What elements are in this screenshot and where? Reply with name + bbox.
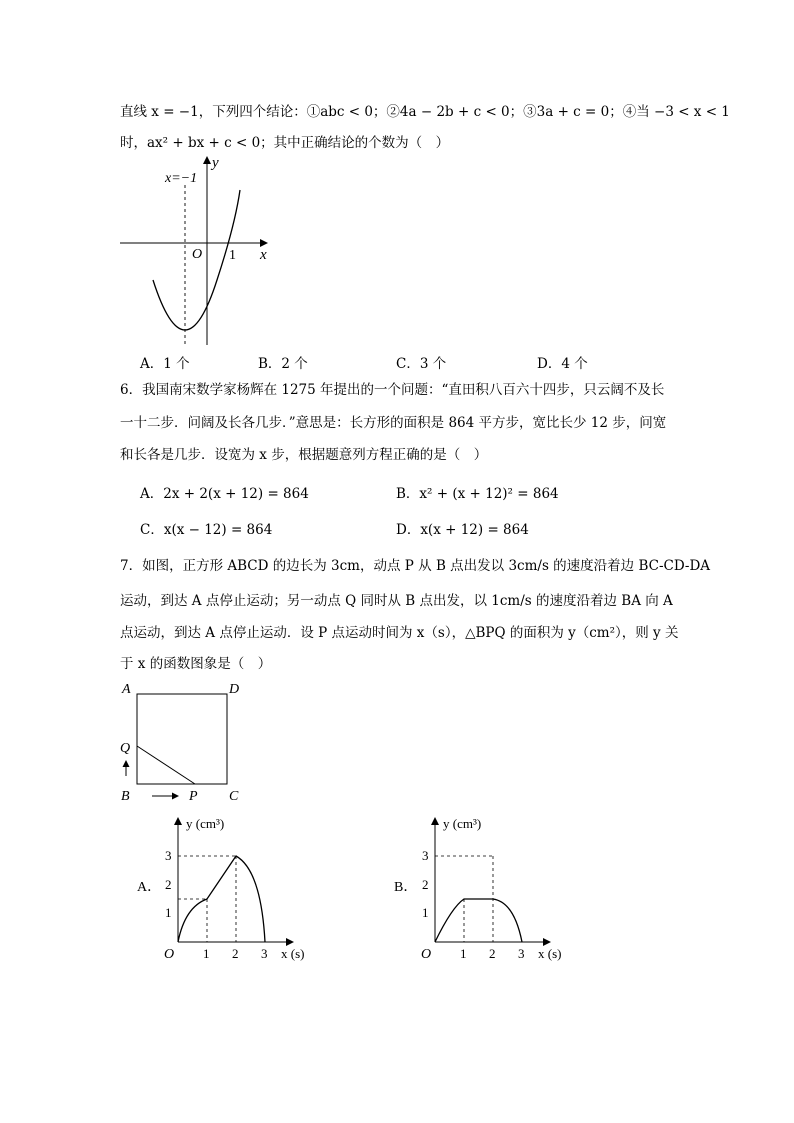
q7-line1: 7．如图，正方形 ABCD 的边长为 3cm，动点 P 从 B 点出发以 3cm/s 的速度沿着边 BC-CD-DA bbox=[120, 558, 711, 574]
graph-a-option-label[interactable]: A． bbox=[137, 880, 162, 895]
q5-parabola-graph bbox=[115, 155, 280, 350]
q7-graph-b bbox=[392, 812, 577, 964]
graph-b-ytick-2: 2 bbox=[422, 877, 429, 892]
q6-option-b[interactable]: B．x² + (x + 12)² = 864 bbox=[396, 486, 559, 502]
q7-line4: 于 x 的函数图象是（ ） bbox=[120, 656, 272, 672]
graph-b-xtick-1: 1 bbox=[460, 946, 467, 961]
graph-a-origin: O bbox=[164, 947, 175, 962]
graph-a-ytick-2: 2 bbox=[165, 877, 172, 892]
q7-segment-qp bbox=[137, 746, 195, 784]
graph-b-ytick-1: 1 bbox=[422, 905, 429, 920]
graph-b-option-label[interactable]: B． bbox=[394, 880, 418, 895]
graph-b-origin: O bbox=[421, 947, 432, 962]
graph-b-ytick-3: 3 bbox=[422, 848, 429, 863]
q5-line1: 直线 x = −1，下列四个结论：①abc < 0；②4a − 2b + c < 0；③3a + c = 0；④当 −3 < x < 1 bbox=[120, 104, 730, 120]
q5-option-b[interactable]: B．2 个 bbox=[258, 356, 308, 372]
graph-a-xtick-3: 3 bbox=[261, 946, 268, 961]
graph-b-xtick-3: 3 bbox=[518, 946, 525, 961]
q5-tick-one: 1 bbox=[229, 248, 236, 263]
q7-label-d: D bbox=[229, 682, 240, 697]
q7-graph-a bbox=[135, 812, 320, 964]
graph-a-ytick-1: 1 bbox=[165, 905, 172, 920]
q7-label-q: Q bbox=[120, 741, 131, 756]
q6-option-a[interactable]: A．2x + 2(x + 12) = 864 bbox=[140, 486, 309, 502]
graph-a-xtick-1: 1 bbox=[203, 946, 210, 961]
graph-b-xtick-2: 2 bbox=[489, 946, 496, 961]
q6-line2: 一十二步．问阔及长各几步．”意思是：长方形的面积是 864 平方步，宽比长少 12 步，问宽 bbox=[120, 415, 667, 431]
q5-line2: 时，ax² + bx + c < 0；其中正确结论的个数为（ ） bbox=[120, 135, 450, 151]
q5-x-label: x bbox=[260, 247, 267, 263]
q6-option-c[interactable]: C．x(x − 12) = 864 bbox=[140, 522, 273, 538]
q7-label-b: B bbox=[121, 789, 130, 804]
q7-line2: 运动，到达 A 点停止运动；另一动点 Q 同时从 B 点出发，以 1cm/s 的速度沿着边 BA 向 A bbox=[120, 593, 673, 609]
q6-option-d[interactable]: D．x(x + 12) = 864 bbox=[396, 522, 529, 538]
q7-label-a: A bbox=[122, 682, 131, 697]
q6-line3: 和长各是几步．设宽为 x 步，根据题意列方程正确的是（ ） bbox=[120, 447, 488, 463]
graph-a-x-label: x (s) bbox=[281, 946, 305, 961]
q5-y-label: y bbox=[212, 155, 219, 171]
q7-square-figure bbox=[112, 676, 252, 806]
q5-line-label: x=−1 bbox=[165, 171, 198, 186]
q5-origin-label: O bbox=[192, 247, 203, 262]
q5-option-c[interactable]: C．3 个 bbox=[396, 356, 447, 372]
q7-square-abcd bbox=[137, 694, 227, 784]
q7-label-p: P bbox=[189, 789, 198, 804]
q6-line1: 6．我国南宋数学家杨辉在 1275 年提出的一个问题：“直田积八百六十四步，只云阔不及长 bbox=[120, 382, 665, 398]
graph-a-xtick-2: 2 bbox=[232, 946, 239, 961]
q5-option-a[interactable]: A．1 个 bbox=[140, 356, 190, 372]
graph-a-ytick-3: 3 bbox=[165, 848, 172, 863]
q5-option-d[interactable]: D．4 个 bbox=[537, 356, 588, 372]
graph-b-curve bbox=[435, 899, 522, 942]
graph-a-y-label: y (cm³) bbox=[186, 816, 225, 831]
graph-b-x-label: x (s) bbox=[538, 946, 562, 961]
graph-b-y-label: y (cm³) bbox=[443, 816, 482, 831]
q7-line3: 点运动，到达 A 点停止运动．设 P 点运动时间为 x（s），△BPQ 的面积为 y（cm²），则 y 关 bbox=[120, 625, 679, 641]
q7-label-c: C bbox=[229, 789, 239, 804]
